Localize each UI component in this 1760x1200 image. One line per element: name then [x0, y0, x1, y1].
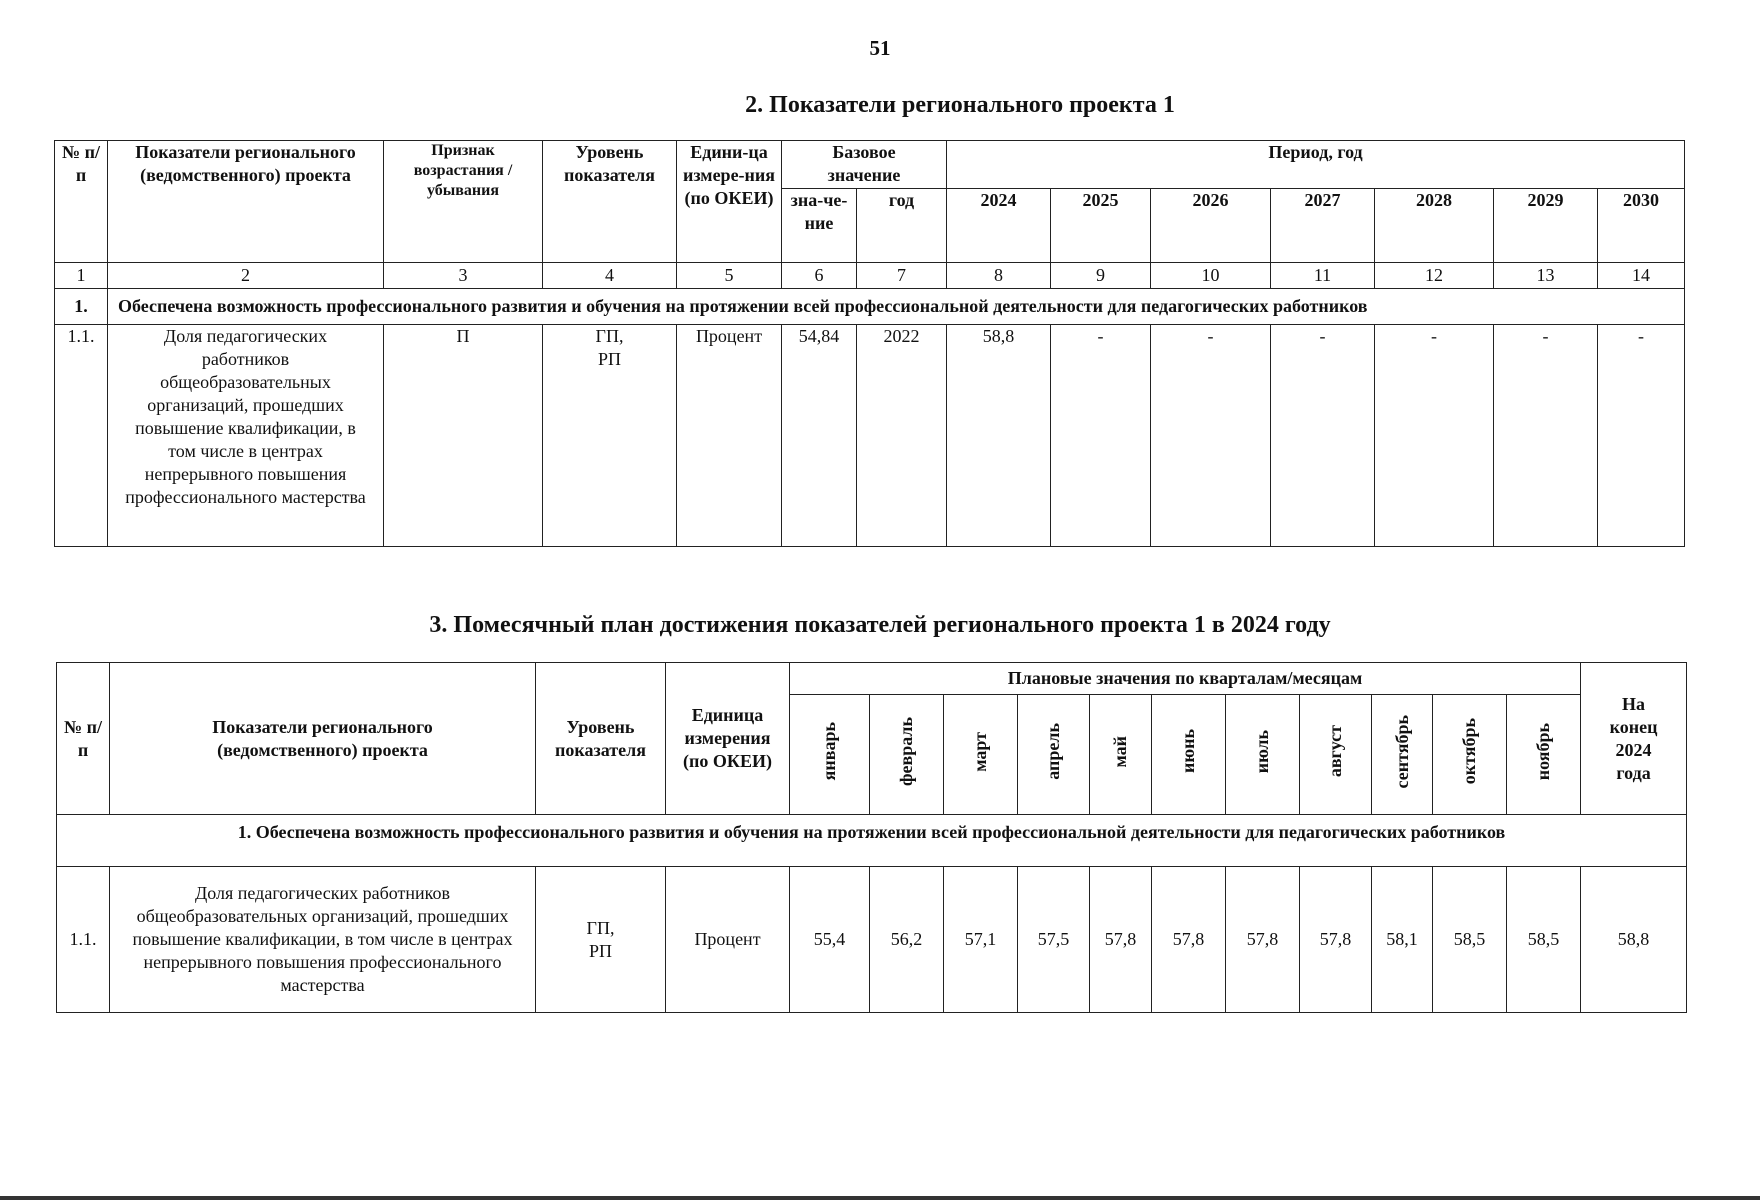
monthly-plan-table — [56, 662, 1687, 1013]
header-month: январь — [790, 695, 870, 815]
col-number: 12 — [1375, 263, 1494, 289]
table3-title: 3. Помесячный план достижения показателей регионального проекта 1 в 2024 году — [429, 612, 1331, 638]
col-number: 14 — [1598, 263, 1685, 289]
row-month-value: 58,1 — [1372, 867, 1433, 1013]
row-num: 1.1. — [55, 325, 108, 547]
row-unit: Процент — [677, 325, 782, 547]
row-indicator: Доля педагогических работников общеобразовательных организаций, прошедших повышение квалификации, в том числе в центрах непрерывного повышения профессионального мастерства — [108, 325, 384, 547]
row-month-value: 58,5 — [1433, 867, 1507, 1013]
header-year-2030: 2030 — [1598, 189, 1685, 263]
col-number: 10 — [1151, 263, 1271, 289]
col-number: 4 — [543, 263, 677, 289]
header-indicator: Показатели регионального (ведомственного) проекта — [110, 663, 536, 815]
row-month-value: 57,1 — [944, 867, 1018, 1013]
header-end: На конец 2024 года — [1581, 663, 1687, 815]
row-month-value: 57,8 — [1090, 867, 1152, 1013]
header-month: апрель — [1018, 695, 1090, 815]
table-row — [55, 325, 1685, 547]
header-level: Уровень показателя — [543, 141, 677, 263]
col-number: 9 — [1051, 263, 1151, 289]
regional-indicators-table — [54, 140, 1685, 547]
row-value-2029: - — [1494, 325, 1598, 547]
row-month-value: 58,5 — [1507, 867, 1581, 1013]
col-number: 8 — [947, 263, 1051, 289]
row-value-2027: - — [1271, 325, 1375, 547]
header-plan: Плановые значения по кварталам/месяцам — [790, 663, 1581, 695]
row-value-2028: - — [1375, 325, 1494, 547]
row-month-value: 57,8 — [1226, 867, 1300, 1013]
header-num: № п/п — [55, 141, 108, 263]
header-year-2027: 2027 — [1271, 189, 1375, 263]
header-year-2026: 2026 — [1151, 189, 1271, 263]
row-level: ГП, РП — [543, 325, 677, 547]
row-base-value: 54,84 — [782, 325, 857, 547]
header-year-2028: 2028 — [1375, 189, 1494, 263]
header-month: июнь — [1152, 695, 1226, 815]
header-base-year: год — [857, 189, 947, 263]
header-unit: Едини-ца измере-ния (по ОКЕИ) — [677, 141, 782, 263]
row-trend: П — [384, 325, 543, 547]
section-title: 1. Обеспечена возможность профессионального развития и обучения на протяжении всей профессиональной деятельности для педагогических работников — [57, 815, 1687, 867]
row-value-2024: 58,8 — [947, 325, 1051, 547]
header-month: февраль — [870, 695, 944, 815]
table-row — [57, 867, 1687, 1013]
header-indicator: Показатели регионального (ведомственного) проекта — [108, 141, 384, 263]
header-month: ноябрь — [1507, 695, 1581, 815]
header-base-value: зна-че-ние — [782, 189, 857, 263]
row-end-value: 58,8 — [1581, 867, 1687, 1013]
col-number: 11 — [1271, 263, 1375, 289]
header-month: март — [944, 695, 1018, 815]
row-value-2026: - — [1151, 325, 1271, 547]
col-number: 1 — [55, 263, 108, 289]
col-number: 7 — [857, 263, 947, 289]
header-month: май — [1090, 695, 1152, 815]
page-number: 51 — [869, 36, 891, 60]
col-number: 3 — [384, 263, 543, 289]
row-month-value: 57,5 — [1018, 867, 1090, 1013]
header-period: Период, год — [947, 141, 1685, 189]
col-number: 6 — [782, 263, 857, 289]
section-title: Обеспечена возможность профессионального развития и обучения на протяжении всей профессиональной деятельности для педагогических работников — [108, 289, 1685, 325]
col-number: 13 — [1494, 263, 1598, 289]
header-year-2029: 2029 — [1494, 189, 1598, 263]
header-month: август — [1300, 695, 1372, 815]
row-base-year: 2022 — [857, 325, 947, 547]
row-level: ГП, РП — [536, 867, 666, 1013]
page-edge — [0, 1196, 1760, 1200]
header-year-2024: 2024 — [947, 189, 1051, 263]
row-indicator: Доля педагогических работников общеобразовательных организаций, прошедших повышение квалификации, в том числе в центрах непрерывного повышения профессионального мастерства — [110, 867, 536, 1013]
section-num: 1. — [55, 289, 108, 325]
row-month-value: 55,4 — [790, 867, 870, 1013]
header-year-2025: 2025 — [1051, 189, 1151, 263]
header-num: № п/п — [57, 663, 110, 815]
row-value-2030: - — [1598, 325, 1685, 547]
col-number: 5 — [677, 263, 782, 289]
header-unit: Единица измерения (по ОКЕИ) — [666, 663, 790, 815]
table2-title: 2. Показатели регионального проекта 1 — [745, 92, 1175, 118]
row-month-value: 56,2 — [870, 867, 944, 1013]
row-value-2025: - — [1051, 325, 1151, 547]
row-unit: Процент — [666, 867, 790, 1013]
header-trend: Признак возрастания / убывания — [384, 141, 543, 263]
header-month: июль — [1226, 695, 1300, 815]
row-month-value: 57,8 — [1152, 867, 1226, 1013]
header-level: Уровень показателя — [536, 663, 666, 815]
header-month: октябрь — [1433, 695, 1507, 815]
header-month: сентябрь — [1372, 695, 1433, 815]
row-month-value: 57,8 — [1300, 867, 1372, 1013]
row-num: 1.1. — [57, 867, 110, 1013]
col-number: 2 — [108, 263, 384, 289]
header-base: Базовое значение — [782, 141, 947, 189]
